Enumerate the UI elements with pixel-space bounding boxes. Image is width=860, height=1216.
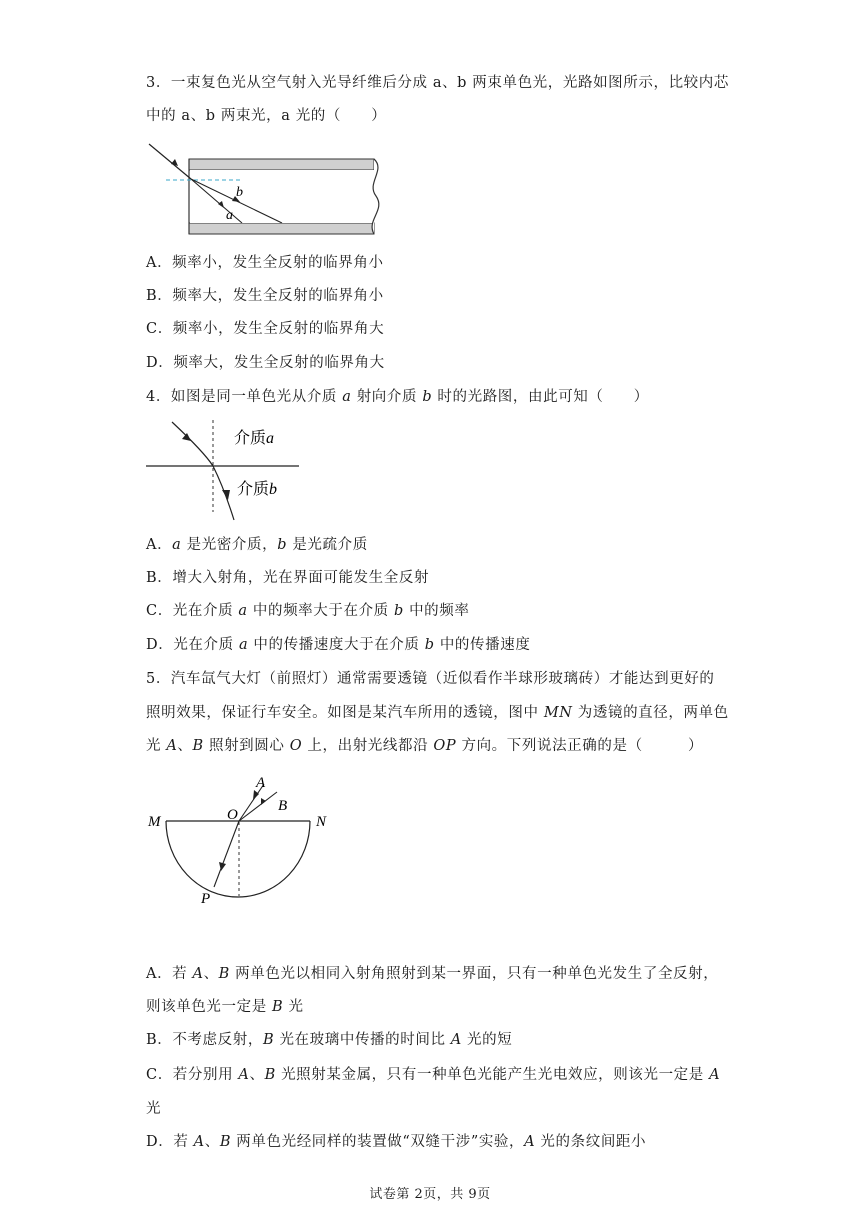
q3-option-c: C．频率小，发生全反射的临界角大 [146,321,385,337]
q5-stem-line1: 5．汽车氙气大灯（前照灯）通常需要透镜（近似看作半球形玻璃砖）才能达到更好的 [146,671,715,687]
q4-option-c: C．光在介质 a 中的频率大于在介质 b 中的频率 [146,603,470,619]
q5-label-O: O [227,807,238,823]
q4-medium-b-label: 介质b [237,481,278,498]
q3-option-a: A．频率小，发生全反射的临界角小 [146,255,384,271]
q5-option-c-line1: C．若分别用 A、B 光照射某金属，只有一种单色光能产生光电效应，则该光一定是 A [146,1067,721,1083]
q5-stem-line2: 照明效果，保证行车安全。如图是某汽车所用的透镜，图中 MN 为透镜的直径，两单色 [146,705,729,721]
q3-stem-line1: 3．一束复色光从空气射入光导纤维后分成 a、b 两束单色光，光路如图所示，比较内芯 [146,75,729,91]
q3-option-b: B．频率大，发生全反射的临界角小 [146,288,384,304]
q4-option-b: B．增大入射角，光在界面可能发生全反射 [146,570,430,586]
q3-stem-line2: 中的 a、b 两束光，a 光的（ ） [146,108,387,124]
q3-optical-fiber-figure [144,138,384,240]
page-footer: 试卷第 2页，共 9页 [369,1187,491,1202]
q3-ray-label-a: a [226,208,233,223]
q5-label-P: P [201,891,211,907]
q5-label-B: B [278,798,288,814]
q4-option-d: D．光在介质 a 中的传播速度大于在介质 b 中的传播速度 [146,637,531,653]
q5-label-N: N [316,814,327,830]
q4-refraction-figure [144,416,304,524]
q4-option-a: A．a 是光密介质，b 是光疏介质 [146,537,368,553]
q5-label-A: A [256,775,266,791]
q5-lens-figure [144,770,344,910]
q5-option-c-line2: 光 [146,1101,162,1117]
q5-option-d: D．若 A、B 两单色光经同样的装置做“双缝干涉”实验，A 光的条纹间距小 [146,1134,647,1150]
q3-ray-label-b: b [236,185,243,200]
q5-option-a-line1: A．若 A、B 两单色光以相同入射角照射到某一界面，只有一种单色光发生了全反射， [146,966,719,982]
q5-option-a-line2: 则该单色光一定是 B 光 [146,999,304,1015]
q5-stem-line3: 光 A、B 照射到圆心 O 上，出射光线都沿 OP 方向。下列说法正确的是（ ） [146,738,704,754]
q5-label-M: M [148,814,161,830]
q4-medium-a-label: 介质a [234,430,275,447]
q3-option-d: D．频率大，发生全反射的临界角大 [146,355,385,371]
q4-stem: 4．如图是同一单色光从介质 a 射向介质 b 时的光路图，由此可知（ ） [146,389,649,405]
q5-option-b: B．不考虑反射，B 光在玻璃中传播的时间比 A 光的短 [146,1032,513,1048]
